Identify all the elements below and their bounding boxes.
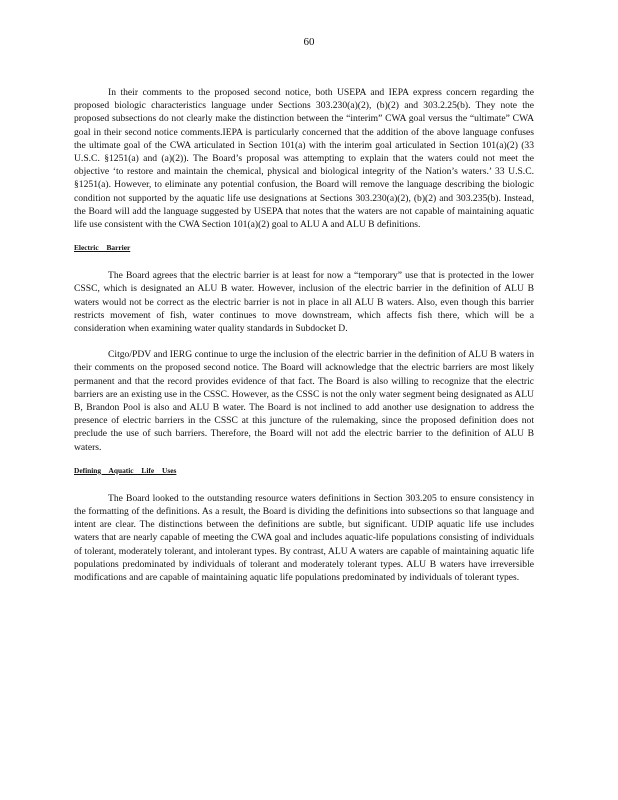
page-number: 60 [303,36,315,48]
paragraph-biologic-characteristics: In their comments to the proposed second notice, both USEPA and IEPA express concern regarding the proposed biologic characteristics language under Sections 303.230(a)(2), (b)(2) and 303.2.25(b). They note the proposed subsections do not clearly make the distinction between the “interim” CWA goal versus the “ultimate” CWA goal in their second notice comments.IEPA is particularly concerned that the addition of the above language confuses the ultimate goal of the CWA articulated in Section 101(a) with the interim goal articulated in Section 101(a)(2) (33 U.S.C. §1251(a) and (a)(2)). The Board’s proposal was attempting to explain that the waters could not meet the objective ‘to restore and maintain the chemical, physical and biological integrity of the Nation’s waters.’ 33 U.S.C. §1251(a). However, to eliminate any potential confusion, the Board will remove the language describing the biologic condition not supported by the aquatic life use designations at Sections 303.230(a)(2), (b)(2) and 303.235(b). Instead, the Board will add the language suggested by USEPA that notes that the waters are not capable of maintaining aquatic life use consistent with the CWA Section 101(a)(2) goal to ALU A and ALU B definitions. [74,87,534,231]
page-content [74,86,534,584]
paragraph-electric-barrier-comments: Citgo/PDV and IERG continue to urge the inclusion of the electric barrier in the definition of ALU B waters in their comments on the proposed second notice. The Board will acknowledge that the electric barriers are most likely permanent and that the record provides evidence of that fact. The Board is also willing to recognize that the electric barriers are an existing use in the CSSC. However, as the CSSC is not the only water segment being designated as ALU B, Brandon Pool is also and ALU B water. The Board is not inclined to add another use designation to address the presence of electric barriers in the CSSC at this juncture of the rulemaking, since the proposed definition does not preclude the use of such barriers. Therefore, the Board will not add the electric barrier to the definition of ALU B waters. [74,349,534,453]
paragraph-aquatic-life-definitions: The Board looked to the outstanding resource waters definitions in Section 303.205 to ensure consistency in the formatting of the definitions. As a result, the Board is dividing the definitions into subsections so that language and intent are clear. The distinctions between the definitions are subtle, but significant. UDIP aquatic life use includes waters that are nearly capable of meeting the CWA goal and includes aquatic-life populations consisting of individuals of tolerant, moderately tolerant, and intolerant types. By contrast, ALU A waters are capable of maintaining aquatic life populations predominated by individuals of tolerant and moderately tolerant types. ALU B waters have irreversible modifications and are capable of maintaining aquatic life populations predominated by individuals of tolerant types. [74,492,534,584]
paragraph-electric-barrier-temporary: The Board agrees that the electric barrier is at least for now a “temporary” use that is protected in the lower CSSC, which is designated an ALU B water. However, inclusion of the electric barrier in the definition of ALU B waters would not be correct as the electric barrier is not in place in all ALU B waters. Also, even though this barrier restricts movement of fish, water continues to move downstream, which affects fish there, which will be a consideration when examining water quality standards in Subdocket D. [74,270,534,335]
heading-defining-aquatic-life-uses: Defining Aquatic Life Uses [74,465,177,475]
heading-electric-barrier: Electric Barrier [74,243,131,253]
